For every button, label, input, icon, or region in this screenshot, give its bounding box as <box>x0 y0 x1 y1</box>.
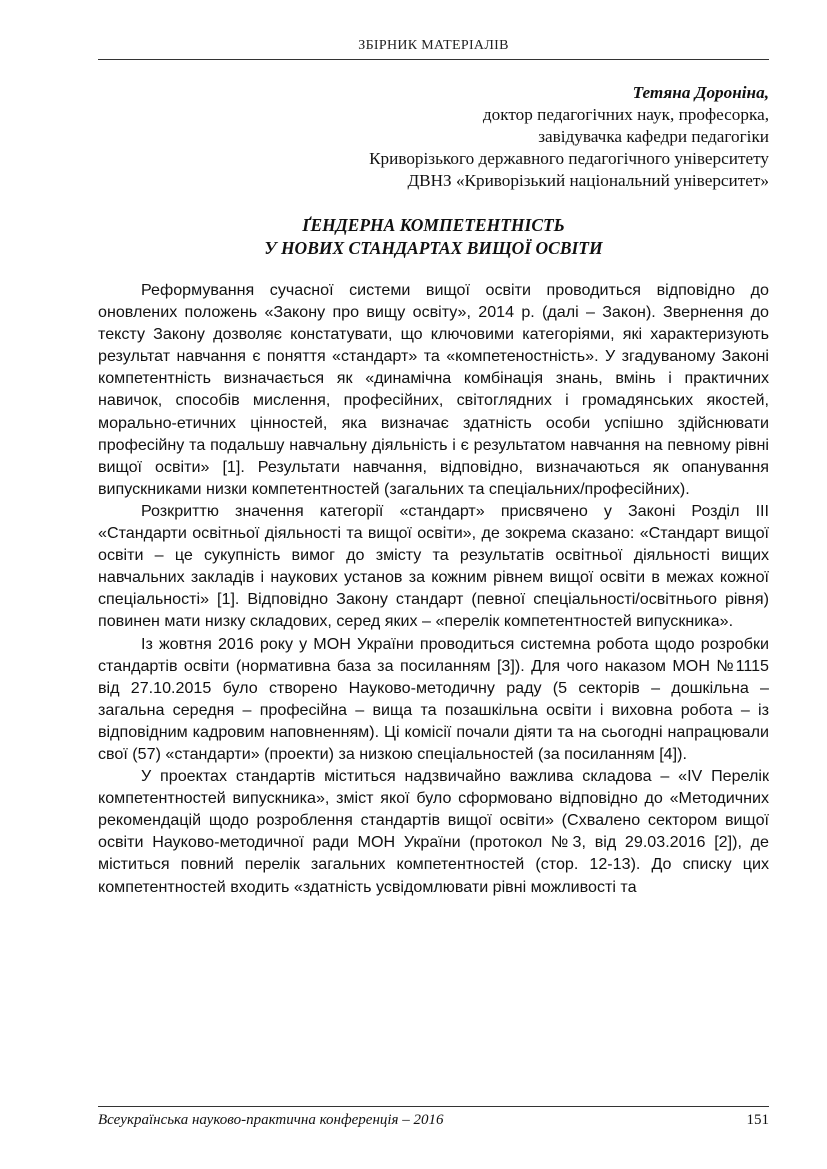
page-number: 151 <box>746 1112 769 1128</box>
paragraph: У проектах стандартів міститься надзвичайно важлива складова – «IV Перелік компетентностей випускника», зміст якої було сформовано відповідно до «Методичних рекомендацій щодо розроблення стандартів вищої освіти» (Схвалено сектором вищої освіти Науково-методичної ради МОН України (протокол №3, від 29.03.2016 [2]), де міститься повний перелік загальних компетентностей (стор. 12-13). До списку цих компетентностей входить «здатність усвідомлювати рівні можливості та <box>98 767 769 896</box>
footer-divider <box>98 1106 769 1107</box>
paragraph: Із жовтня 2016 року у МОН України проводиться системна робота щодо розробки стандартів освіти (нормативна база за посиланням [3]). Для чого наказом МОН №1115 від 27.10.2015 було створено Науково-методичну раду (5 секторів – дошкільна – загальна середня – професійна – вища та позашкільна освіти і виховна робота – із відповідним кадровим наповненням). Ці комісії почали діяти та на сьогодні напрацювали свої (57) «стандарти» (проекти) за низкою спеціальностей (за посиланням [4]). <box>98 634 769 763</box>
paragraph: Розкриттю значення категорії «стандарт» присвячено у Законі Розділ ІІІ «Стандарти освітньої діяльності та вищої освіти», де зокрема сказано: «Стандарт вищої освіти – це сукупність вимог до змісту та результатів освітньої діяльності вищих навчальних закладів і наукових установ за кожним рівнем вищої освіти в межах кожної спеціальності» [1]. Відповідно Закону стандарт (певної спеціальності/освітнього рівня) повинен мати низку складових, серед яких – «перелік компетентностей випускника». <box>98 501 769 631</box>
paragraph: Реформування сучасної системи вищої освіти проводиться відповідно до оновлених положень «Закону про вищу освіту», 2014 р. (далі – Закон). Звернення до тексту Закону дозволяє констатувати, що ключовими категоріями, які характеризують результат навчання є поняття «стандарт» та «компетеностність». У згадуваному Законі компетентність визначається як «динамічна комбінація знань, вмінь і практичних навичок, способів мислення, професійних, світоглядних і громадянських якостей, морально-етичних цінностей, яка визначає здатність особи успішно здійснювати професійну та подальшу навчальну діяльність і є результатом навчання на певному рівні вищої освіти» [1]. Результати навчання, відповідно, визначаються як опанування випускниками низки компетентностей (загальних та спеціальних/професійних). <box>98 281 769 498</box>
running-header: ЗБІРНИК МАТЕРІАЛІВ <box>358 38 509 53</box>
author-name: Тетяна Дороніна, <box>632 83 769 102</box>
footer-conference: Всеукраїнська науково-практична конференція – 2016 <box>98 1112 444 1128</box>
article-title-line-2: У НОВИХ СТАНДАРТАХ ВИЩОЇ ОСВІТИ <box>264 238 603 258</box>
author-university: Криворізького державного педагогічного університету <box>369 149 769 168</box>
article-title <box>98 214 769 260</box>
author-position: завідувачка кафедри педагогіки <box>538 127 769 146</box>
author-institution: ДВНЗ «Криворізький національний університет» <box>407 171 769 190</box>
article-title-line-1: ҐЕНДЕРНА КОМПЕТЕНТНІСТЬ <box>302 215 565 235</box>
author-block <box>369 82 769 192</box>
author-degree: доктор педагогічних наук, професорка, <box>482 105 769 124</box>
header-divider <box>98 59 769 60</box>
article-body <box>98 279 769 898</box>
